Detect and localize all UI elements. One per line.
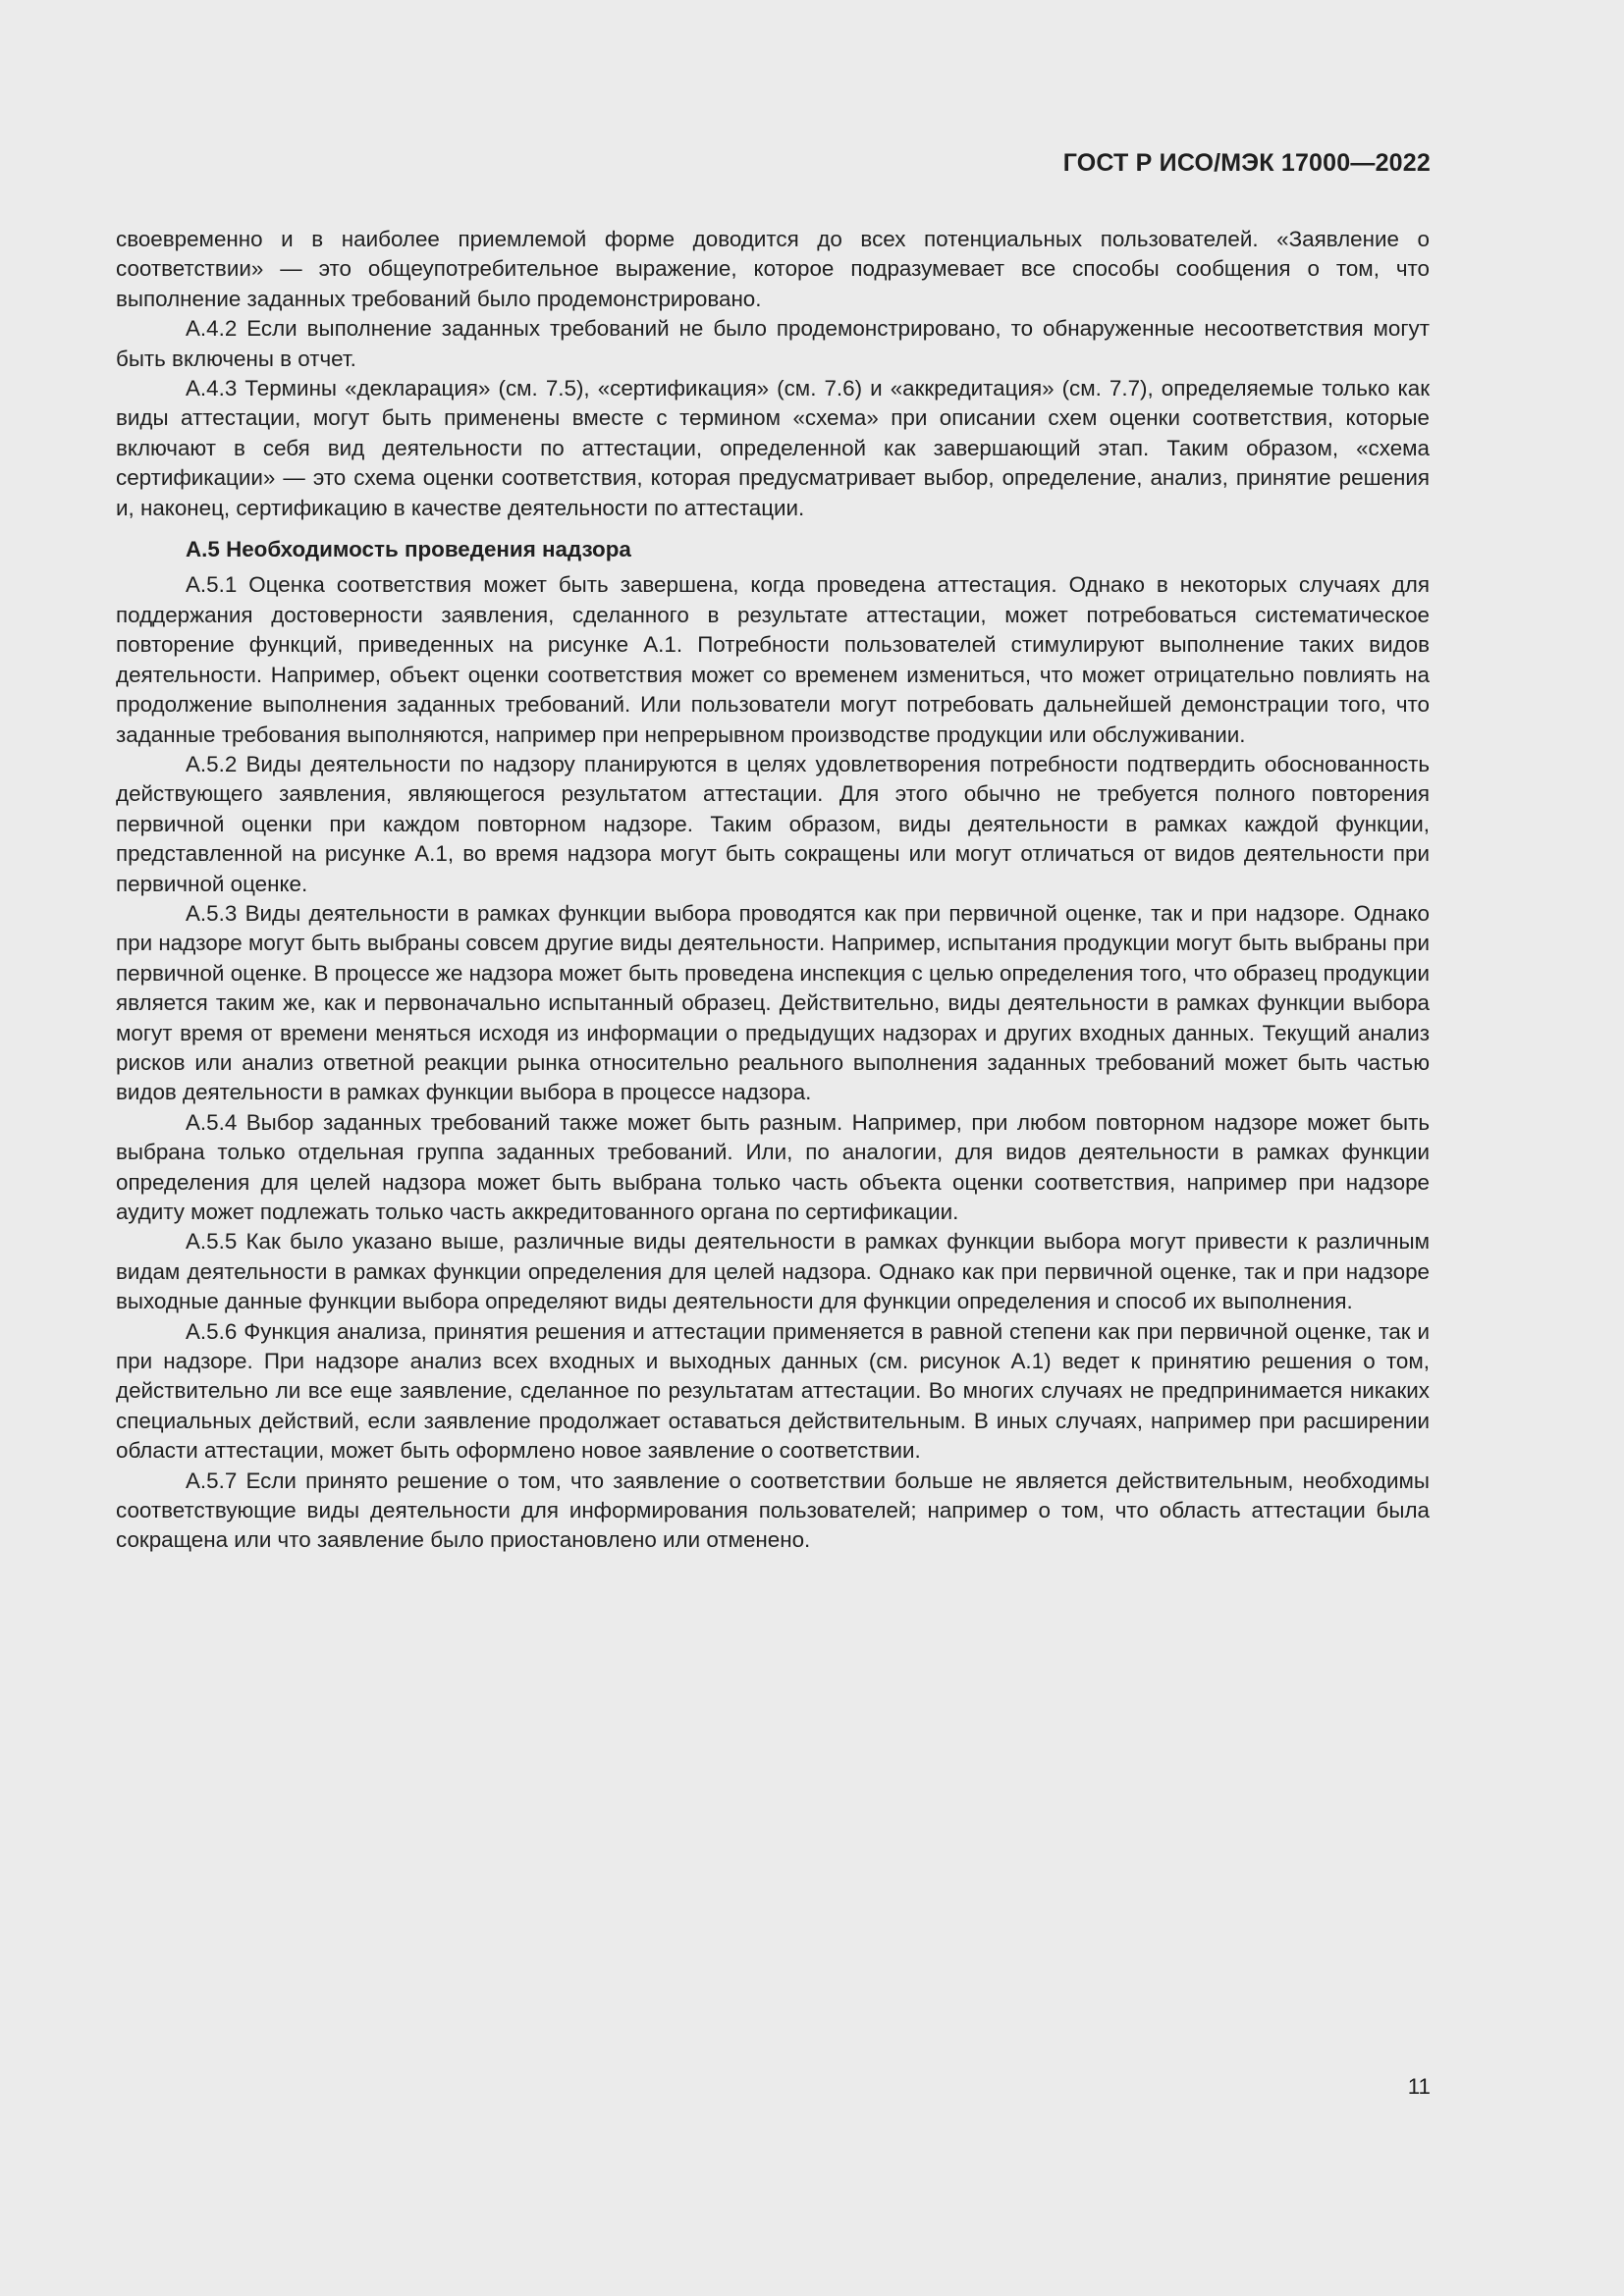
- paragraph-a-5-4: А.5.4 Выбор заданных требований также может быть разным. Например, при любом повторном надзоре может быть выбрана только отдельная группа заданных требований. Или, по аналогии, для видов деятельности в рамках функции определения для целей надзора может быть выбрана только часть объекта оценки соответствия, например при надзоре аудиту может подлежать только часть аккредитованного органа по сертификации.: [116, 1109, 1430, 1224]
- page-number: 11: [1407, 2074, 1431, 2099]
- paragraph-a-5-7: А.5.7 Если принято решение о том, что заявление о соответствии больше не является действительным, необходимы соответствующие виды деятельности для информирования пользователей; например о том, что область аттестации была сокращена или что заявление было приостановлено или отменено.: [116, 1468, 1430, 1553]
- paragraph-a-5-5: А.5.5 Как было указано выше, различные виды деятельности в рамках функции выбора могут привести к различным видам деятельности в рамках функции определения для целей надзора. Однако как при первичной оценке, так и при надзоре выходные данные функции выбора определяют виды деятельности для функции определения и способ их выполнения.: [116, 1229, 1430, 1314]
- document-body: [116, 225, 1430, 1556]
- paragraph-a-5-6: А.5.6 Функция анализа, принятия решения и аттестации применяется в равной степени как при первичной оценке, так и при надзоре. При надзоре анализ всех входных и выходных данных (см. рисунок А.1) ведет к принятию решения о том, действительно ли все еще заявление, сделанное по результатам аттестации. Во многих случаях не предпринимается никаких специальных действий, если заявление продолжает оставаться действительным. В иных случаях, например при расширении области аттестации, может быть оформлено новое заявление о соответствии.: [116, 1318, 1430, 1464]
- document-header: ГОСТ Р ИСО/МЭК 17000—2022: [1062, 149, 1431, 177]
- paragraph-a-4-3: А.4.3 Термины «декларация» (см. 7.5), «сертификация» (см. 7.6) и «аккредитация» (см. 7.7), определяемые только как виды аттестации, могут быть применены вместе с термином «схема» при описании схем оценки соответствия, которые включают в себя вид деятельности по аттестации, определенной как завершающий этап. Таким образом, «схема сертификации» — это схема оценки соответствия, которая предусматривает выбор, определение, анализ, принятие решения и, наконец, сертификацию в качестве деятельности по аттестации.: [116, 376, 1430, 520]
- paragraph-continuation: своевременно и в наиболее приемлемой форме доводится до всех потенциальных пользователей. «Заявление о соответствии» — это общеупотребительное выражение, которое подразумевает все способы сообщения о том, что выполнение заданных требований было продемонстрировано.: [116, 227, 1430, 311]
- paragraph-a-4-2: А.4.2 Если выполнение заданных требований не было продемонстрировано, то обнаруженные несоответствия могут быть включены в отчет.: [116, 316, 1430, 371]
- section-heading: А.5 Необходимость проведения надзора: [186, 537, 631, 562]
- paragraph-a-5-2: А.5.2 Виды деятельности по надзору планируются в целях удовлетворения потребности подтвердить обоснованность действующего заявления, являющегося результатом аттестации. Для этого обычно не требуется полного повторения первичной оценки при каждом повторном надзоре. Таким образом, виды деятельности в рамках каждой функции, представленной на рисунке А.1, во время надзора могут быть сокращены или могут отличаться от видов деятельности при первичной оценке.: [116, 751, 1430, 896]
- paragraph-a-5-1: А.5.1 Оценка соответствия может быть завершена, когда проведена аттестация. Однако в некоторых случаях для поддержания достоверности заявления, сделанного в результате аттестации, может потребоваться систематическое повторение функций, приведенных на рисунке А.1. Потребности пользователей стимулируют выполнение таких видов деятельности. Например, объект оценки соответствия может со временем измениться, что может отрицательно повлиять на продолжение выполнения заданных требований. Или пользователи могут потребовать дальнейшей демонстрации того, что заданные требования выполняются, например при непрерывном производстве продукции или обслуживании.: [116, 572, 1430, 747]
- paragraph-a-5-3: А.5.3 Виды деятельности в рамках функции выбора проводятся как при первичной оценке, так и при надзоре. Однако при надзоре могут быть выбраны совсем другие виды деятельности. Например, испытания продукции могут быть выбраны при первичной оценке. В процессе же надзора может быть проведена инспекция с целью определения того, что образец продукции является таким же, как и первоначально испытанный образец. Действительно, виды деятельности в рамках функции выбора могут время от времени меняться исходя из информации о предыдущих надзорах и других входных данных. Текущий анализ рисков или анализ ответной реакции рынка относительно реального выполнения заданных требований может быть частью видов деятельности в рамках функции выбора в процессе надзора.: [116, 900, 1430, 1105]
